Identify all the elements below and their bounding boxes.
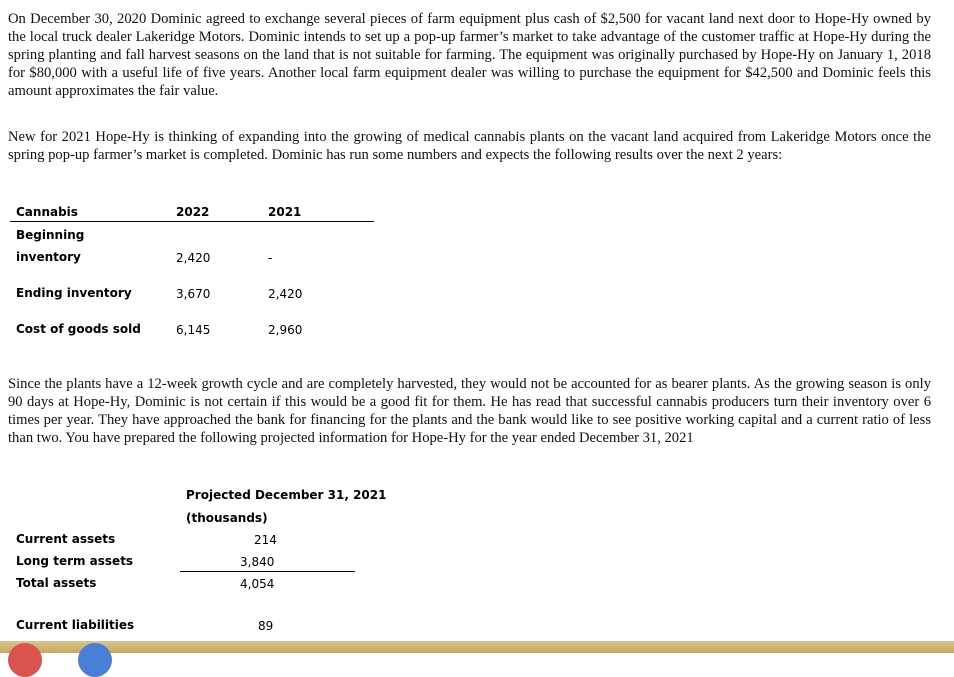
intro-paragraph: On December 30, 2020 Dominic agreed to exchange several pieces of farm equipment plus cash of $2,500 for vacant land next door to Hope-Hy owned by the local truck dealer Lakeridge Motors. Dominic intends to set up a pop-up farmer’s market to take advantage of the customer traffic at Hope-Hy during the spring planting and fall harvest seasons on the land that is not suitable for farming. The equipment was originally purchased by Hope-Hy on January 1, 2018 for $80,000 with a useful life of five years. Another local farm equipment dealer was willing to purchase the equipment for $42,500 and Dominic feels this amount approximates the fair value. <box>8 11 931 99</box>
projected-header-line2: (thousands) <box>186 511 268 525</box>
beginning-inventory-2021: - <box>268 251 273 265</box>
ending-inventory-2021: 2,420 <box>268 287 303 301</box>
beginning-inventory-label-line2: inventory <box>16 250 81 264</box>
growing-season-paragraph: Since the plants have a 12-week growth cycle and are completely harvested, they would not be accounted for as bearer plants. As the growing season is only 90 days at Hope-Hy, Dominic is not certain if this would be a good fit for them. He has read that successful cannabis producers turn their inventory over 6 times per year. They have approached the bank for financing for the plants and the bank would like to see positive working capital and a current ratio of less than two. You have prepared the following projected information for Hope-Hy for the year ended December 31, 2021 <box>8 376 931 446</box>
ending-inventory-label: Ending inventory <box>16 286 132 300</box>
current-assets-label: Current assets <box>16 532 116 546</box>
total-rule <box>180 571 355 572</box>
beginning-inventory-2022: 2,420 <box>176 251 211 265</box>
total-assets-label: Total assets <box>16 576 97 590</box>
ending-inventory-2022: 3,670 <box>176 287 211 301</box>
cannabis-header-2021: 2021 <box>268 205 302 219</box>
blue-circle-icon <box>78 643 112 677</box>
projected-header-line1: Projected December 31, 2021 <box>186 488 387 502</box>
long-term-assets-value: 3,840 <box>240 555 275 569</box>
beginning-inventory-label-line1: Beginning <box>16 228 85 242</box>
current-liabilities-label: Current liabilities <box>16 618 135 632</box>
cannabis-header-rule <box>10 221 374 222</box>
cannabis-header-label: Cannabis <box>16 205 78 219</box>
taskbar-strip <box>0 641 954 653</box>
total-assets-value: 4,054 <box>240 577 275 591</box>
expansion-paragraph: New for 2021 Hope-Hy is thinking of expanding into the growing of medical cannabis plants on the vacant land acquired from Lakeridge Motors once the spring pop-up farmer’s market is completed. Dominic has run some numbers and expects the following results over the next 2 years: <box>8 129 931 163</box>
cogs-2022: 6,145 <box>176 323 211 337</box>
cogs-label: Cost of goods sold <box>16 322 141 336</box>
cannabis-header-2022: 2022 <box>176 205 210 219</box>
cogs-2021: 2,960 <box>268 323 303 337</box>
red-circle-icon <box>8 643 42 677</box>
long-term-assets-label: Long term assets <box>16 554 134 568</box>
current-assets-value: 214 <box>254 533 277 547</box>
current-liabilities-value: 89 <box>258 619 274 633</box>
